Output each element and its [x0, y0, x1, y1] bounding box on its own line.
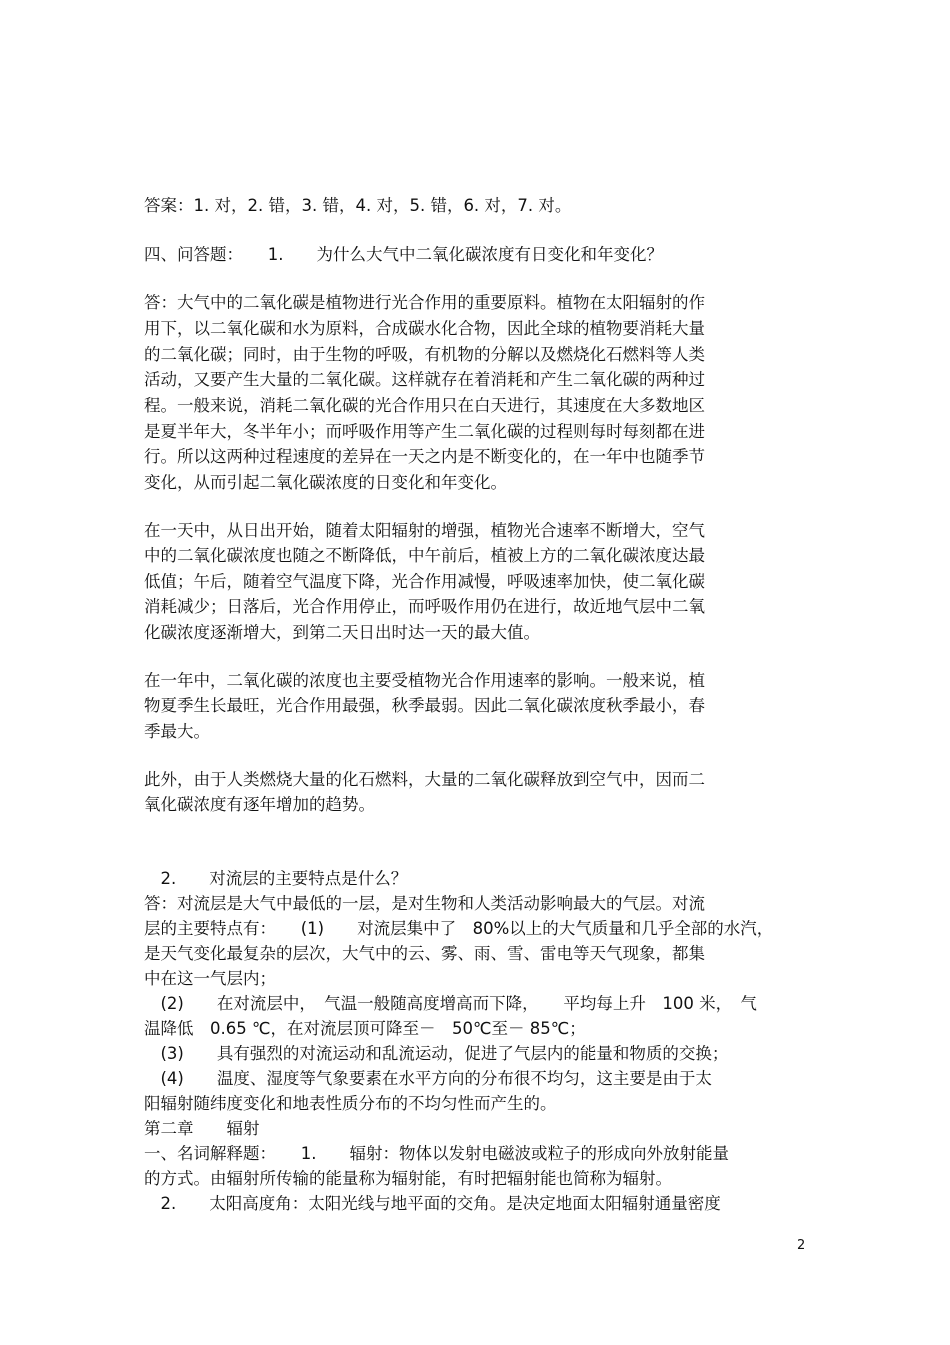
text-line: 层的主要特点有： (1) 对流层集中了 80%以上的大气质量和几乎全部的水汽， [144, 919, 774, 938]
text-line: 行。所以这两种过程速度的差异在一天之内是不断变化的，在一年中也随季节 [144, 447, 705, 466]
text-line: (2) 在对流层中， 气温一般随高度增高而下降， 平均每上升 100 米， 气 [144, 994, 757, 1013]
text-line: 季最大。 [144, 722, 210, 741]
text-line: 中的二氧化碳浓度也随之不断降低，中午前后，植被上方的二氧化碳浓度达最 [144, 546, 705, 565]
text-line: 2. 太阳高度角：太阳光线与地平面的交角。是决定地面太阳辐射通量密度 [144, 1194, 721, 1213]
text-line: 中在这一气层内； [144, 969, 276, 988]
text-line: 活动，又要产生大量的二氧化碳。这样就存在着消耗和产生二氧化碳的两种过 [144, 370, 705, 389]
question-1-heading: 四、问答题： 1. 为什么大气中二氧化碳浓度有日变化和年变化？ [144, 245, 663, 264]
text-line: 低值；午后，随着空气温度下降，光合作用减慢，呼吸速率加快，使二氧化碳 [144, 572, 705, 591]
text-line: 变化，从而引起二氧化碳浓度的日变化和年变化。 [144, 473, 507, 492]
text-line: (3) 具有强烈的对流运动和乱流运动，促进了气层内的能量和物质的交换； [144, 1044, 729, 1063]
question-2-heading: 2. 对流层的主要特点是什么？ [144, 869, 408, 888]
text-line: 答：对流层是大气中最低的一层，是对生物和人类活动影响最大的气层。对流 [144, 894, 705, 913]
text-line: 物夏季生长最旺，光合作用最强，秋季最弱。因此二氧化碳浓度秋季最小，春 [144, 696, 705, 715]
text-line: 一、名词解释题： 1. 辐射：物体以发射电磁波或粒子的形成向外放射能量 [144, 1144, 729, 1163]
page-number: 2 [797, 1238, 806, 1253]
text-line: 消耗减少；日落后，光合作用停止，而呼吸作用仍在进行，故近地气层中二氧 [144, 597, 705, 616]
answer-line: 答案：1. 对，2. 错，3. 错，4. 对，5. 错，6. 对，7. 对。 [144, 196, 572, 215]
text-line: 化碳浓度逐渐增大，到第二天日出时达一天的最大值。 [144, 623, 540, 642]
text-line: 是天气变化最复杂的层次，大气中的云、雾、雨、雪、雷电等天气现象，都集 [144, 944, 705, 963]
text-line: 阳辐射随纬度变化和地表性质分布的不均匀性而产生的。 [144, 1094, 557, 1113]
text-line: (4) 温度、湿度等气象要素在水平方向的分布很不均匀，这主要是由于太 [144, 1069, 712, 1088]
text-line: 的方式。由辐射所传输的能量称为辐射能，有时把辐射能也简称为辐射。 [144, 1169, 672, 1188]
text-line: 的二氧化碳；同时，由于生物的呼吸，有机物的分解以及燃烧化石燃料等人类 [144, 345, 705, 364]
text-line: 在一天中，从日出开始，随着太阳辐射的增强，植物光合速率不断增大，空气 [144, 521, 705, 540]
text-line: 温降低 0.65 ℃，在对流层顶可降至－ 50℃至－ 85℃； [144, 1019, 586, 1038]
text-line: 氧化碳浓度有逐年增加的趋势。 [144, 795, 375, 814]
chapter-title: 第二章 辐射 [144, 1119, 260, 1138]
text-line: 此外，由于人类燃烧大量的化石燃料，大量的二氧化碳释放到空气中，因而二 [144, 770, 705, 789]
text-line: 答：大气中的二氧化碳是植物进行光合作用的重要原料。植物在太阳辐射的作 [144, 293, 705, 312]
text-line: 用下，以二氧化碳和水为原料，合成碳水化合物，因此全球的植物要消耗大量 [144, 319, 705, 338]
text-line: 程。一般来说，消耗二氧化碳的光合作用只在白天进行，其速度在大多数地区 [144, 396, 705, 415]
text-line: 是夏半年大，冬半年小；而呼吸作用等产生二氧化碳的过程则每时每刻都在进 [144, 422, 705, 441]
text-line: 在一年中，二氧化碳的浓度也主要受植物光合作用速率的影响。一般来说，植 [144, 671, 705, 690]
